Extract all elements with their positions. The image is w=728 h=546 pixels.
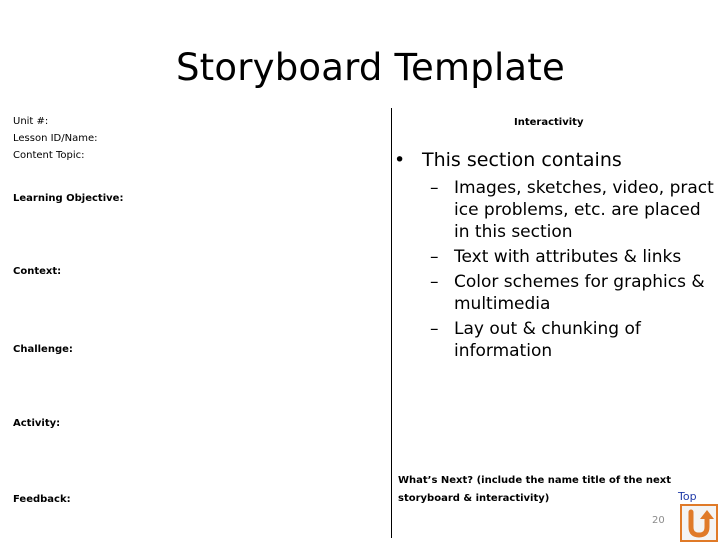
dash-icon: – — [430, 178, 439, 198]
interactivity-heading: Interactivity — [514, 117, 584, 128]
page-title: Storyboard Template — [176, 46, 565, 89]
sub-bullet-text: Lay out & chunking of information — [454, 319, 641, 361]
sub-bullet-text: Text with attributes & links — [454, 247, 682, 267]
u-turn-arrow-icon — [682, 506, 716, 540]
interactivity-bullets — [394, 146, 714, 362]
section-divider — [391, 108, 392, 538]
challenge-label: Challenge: — [13, 344, 73, 355]
content-topic-label: Content Topic: — [13, 150, 85, 161]
unit-label: Unit #: — [13, 116, 49, 127]
top-button[interactable] — [680, 504, 718, 542]
bullet-dot-icon: • — [394, 149, 406, 171]
learning-objective-label: Learning Objective: — [13, 193, 124, 204]
bullet-item — [394, 146, 714, 174]
dash-icon: – — [430, 247, 439, 267]
dash-icon: – — [430, 319, 439, 339]
sub-bullet-item — [394, 271, 714, 315]
bullet-text: This section contains — [422, 149, 622, 171]
dash-icon: – — [430, 272, 439, 292]
lesson-label: Lesson ID/Name: — [13, 133, 98, 144]
activity-label: Activity: — [13, 418, 61, 429]
top-link-label[interactable]: Top — [678, 490, 697, 503]
sub-bullet-text: Color schemes for graphics & multimedia — [454, 272, 705, 314]
context-label: Context: — [13, 266, 62, 277]
sub-bullet-text: Images, sketches, video, pract ice problems, etc. are placed in this section — [454, 178, 714, 242]
sub-bullet-item — [394, 318, 714, 362]
page-number: 20 — [652, 515, 665, 526]
sub-bullet-item — [394, 177, 714, 243]
sub-bullet-item — [394, 246, 714, 268]
whats-next-text: What’s Next? (include the name title of the next storyboard & interactivity) — [398, 475, 671, 504]
feedback-label: Feedback: — [13, 494, 71, 505]
